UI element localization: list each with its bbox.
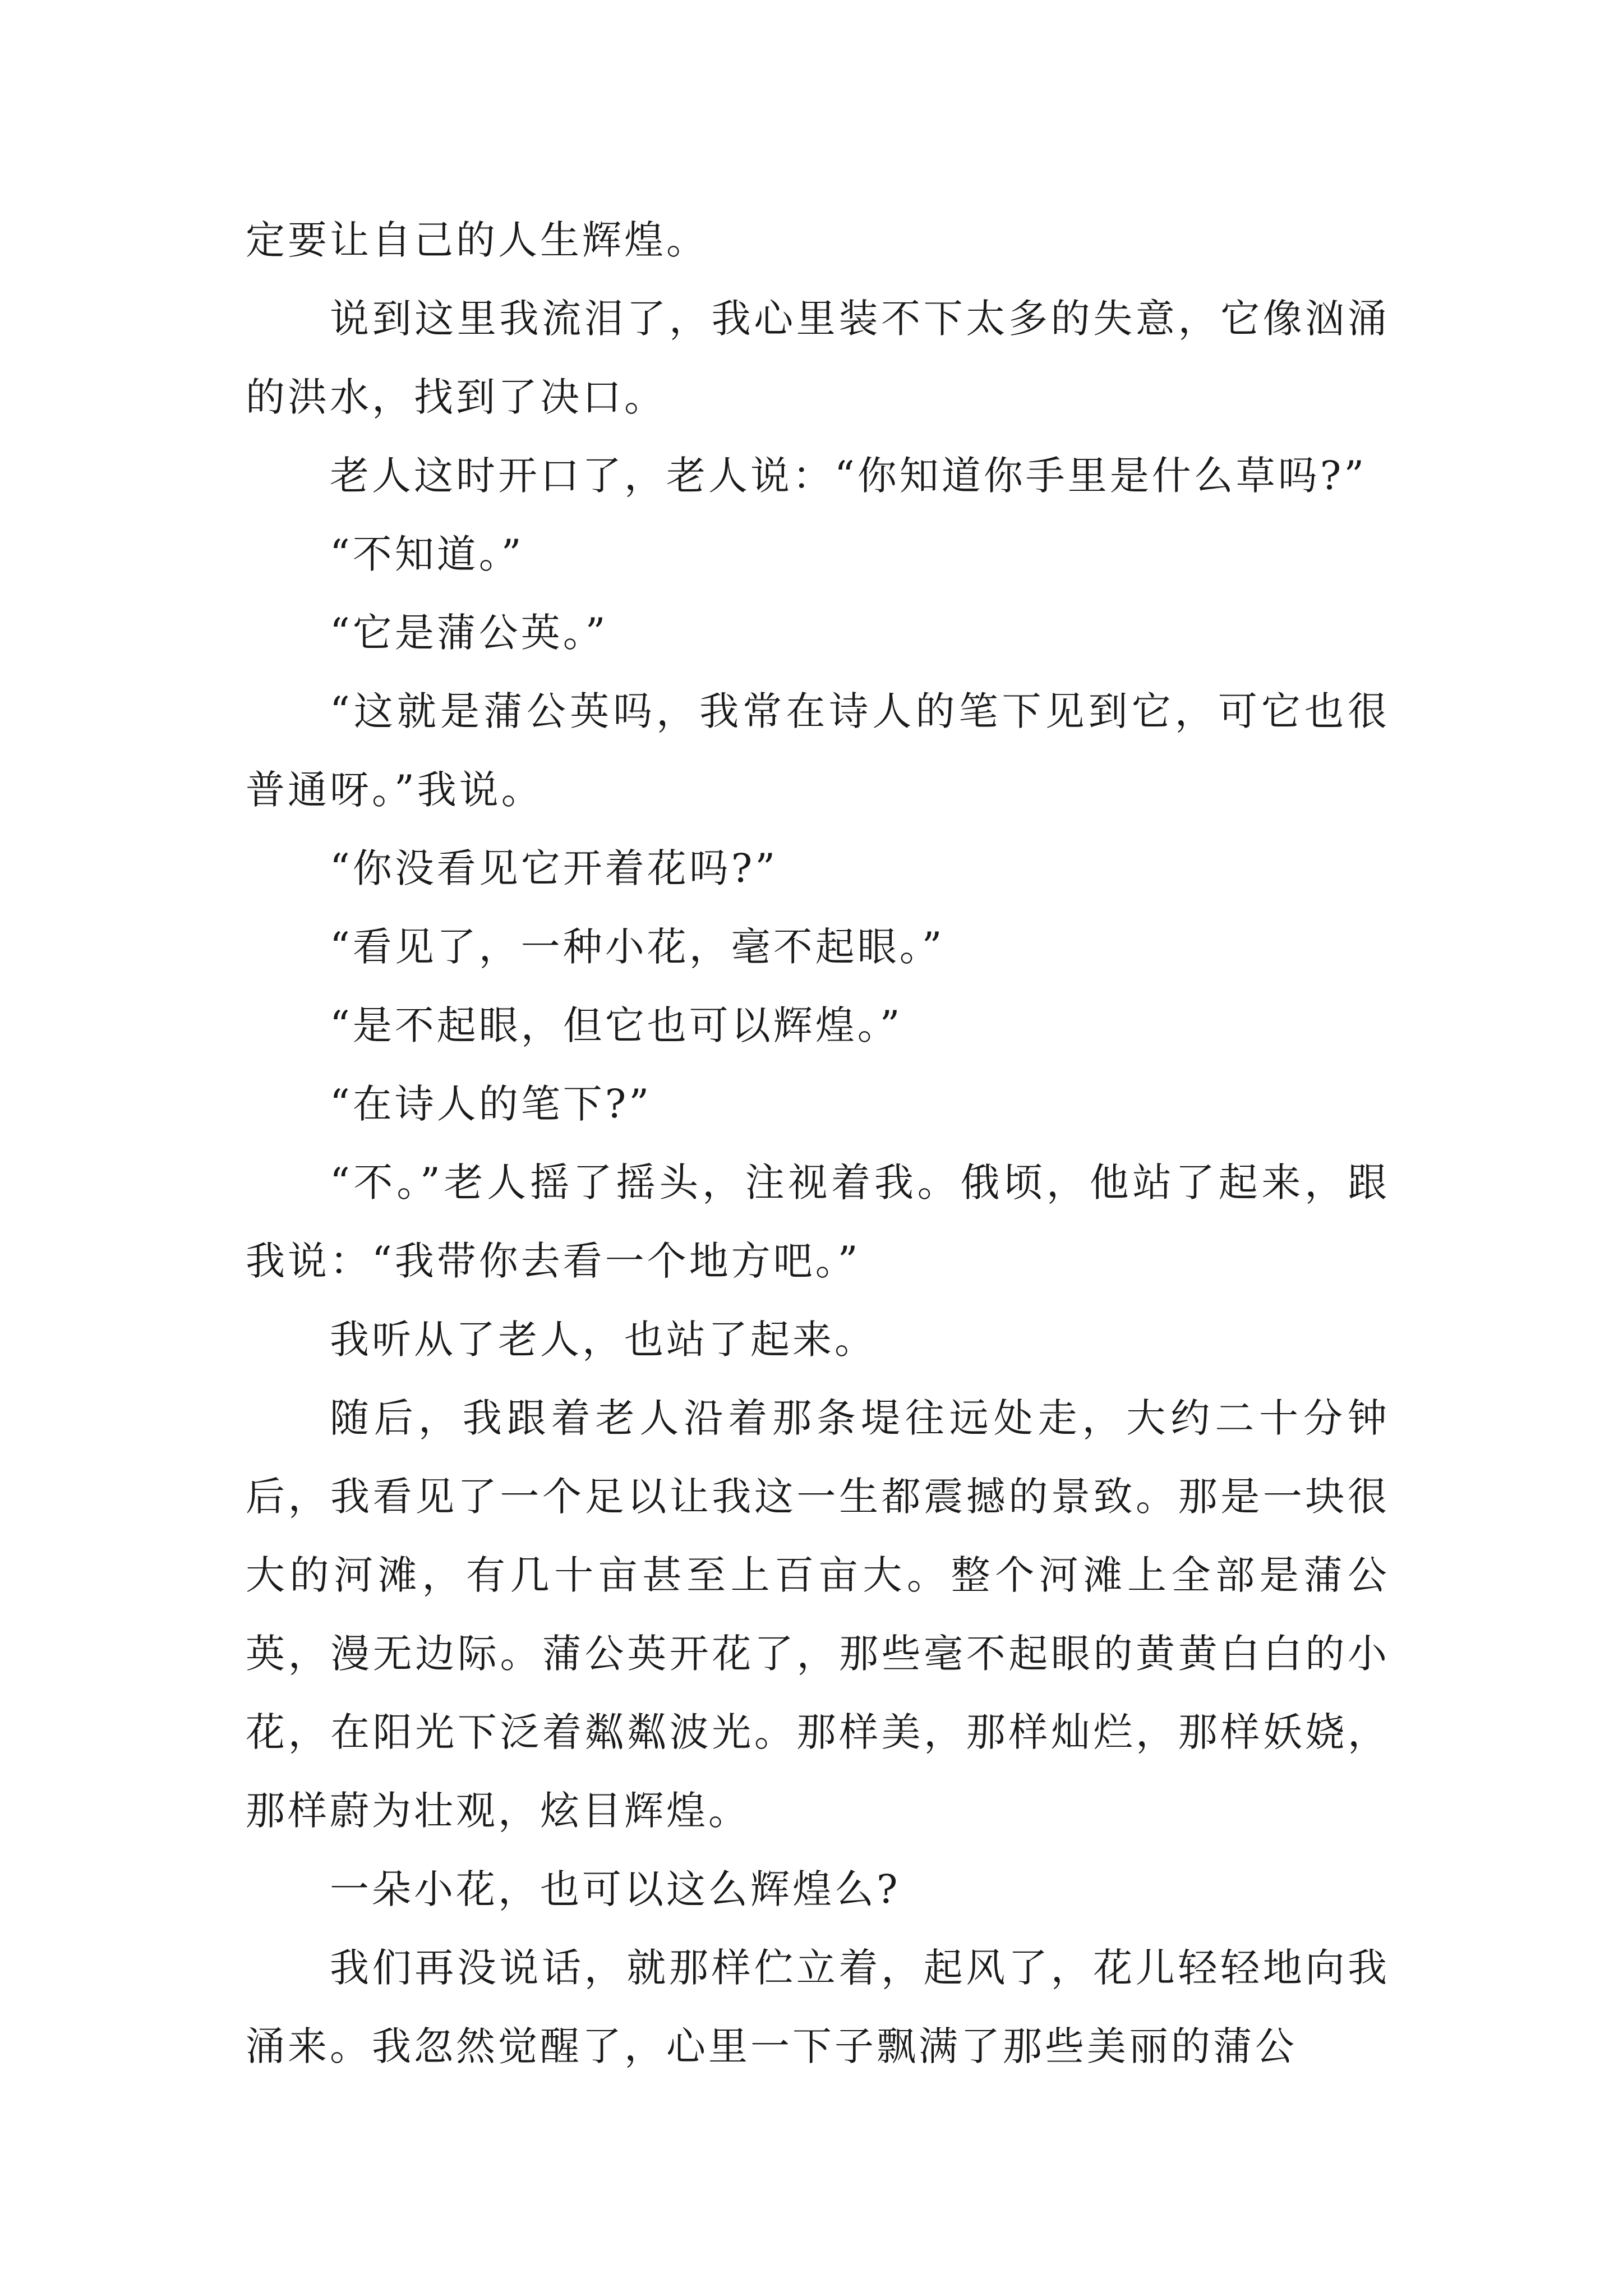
paragraph: “你没看见它开着花吗?” [330, 845, 778, 891]
paragraph: 定要让自己的人生辉煌。 [246, 217, 708, 263]
paragraph: 我听从了老人，也站了起来。 [330, 1317, 877, 1363]
paragraph: “它是蒲公英。” [330, 610, 608, 656]
paragraph: 随后，我跟着老人沿着那条堤往远处走，大约二十分钟后，我看见了一个足以让我这一生都震撼的景致。那是一块很大的河滩，有几十亩甚至上百亩大。整个河滩上全部是蒲公英，漫无边际。蒲公英开花了，那些毫不起眼的黄黄白白的小花，在阳光下泛着粼粼波光。那样美，那样灿烂，那样妖娆，那样蔚为壮观，炫目辉煌。 [246, 1395, 1390, 1834]
paragraph: “看见了，一种小花，毫不起眼。” [330, 924, 945, 970]
paragraph: 说到这里我流泪了，我心里装不下太多的失意，它像汹涌的洪水，找到了决口。 [246, 296, 1390, 420]
body-text [246, 201, 1390, 2086]
paragraph: “在诗人的笔下?” [330, 1081, 652, 1127]
paragraph: “是不起眼，但它也可以辉煌。” [330, 1002, 903, 1048]
paragraph: “不。”老人摇了摇头，注视着我。俄顷，他站了起来，跟我说：“我带你去看一个地方吧。” [246, 1159, 1390, 1284]
paragraph: “这就是蒲公英吗，我常在诗人的笔下见到它，可它也很普通呀。”我说。 [246, 688, 1390, 813]
paragraph: 我们再没说话，就那样伫立着，起风了，花儿轻轻地向我涌来。我忽然觉醒了，心里一下子飘满了那些美丽的蒲公 [246, 1945, 1390, 2069]
paragraph: “不知道。” [330, 531, 524, 577]
paragraph: 老人这时开口了，老人说：“你知道你手里是什么草吗?” [330, 453, 1367, 499]
paragraph: 一朵小花，也可以这么辉煌么? [330, 1866, 901, 1912]
